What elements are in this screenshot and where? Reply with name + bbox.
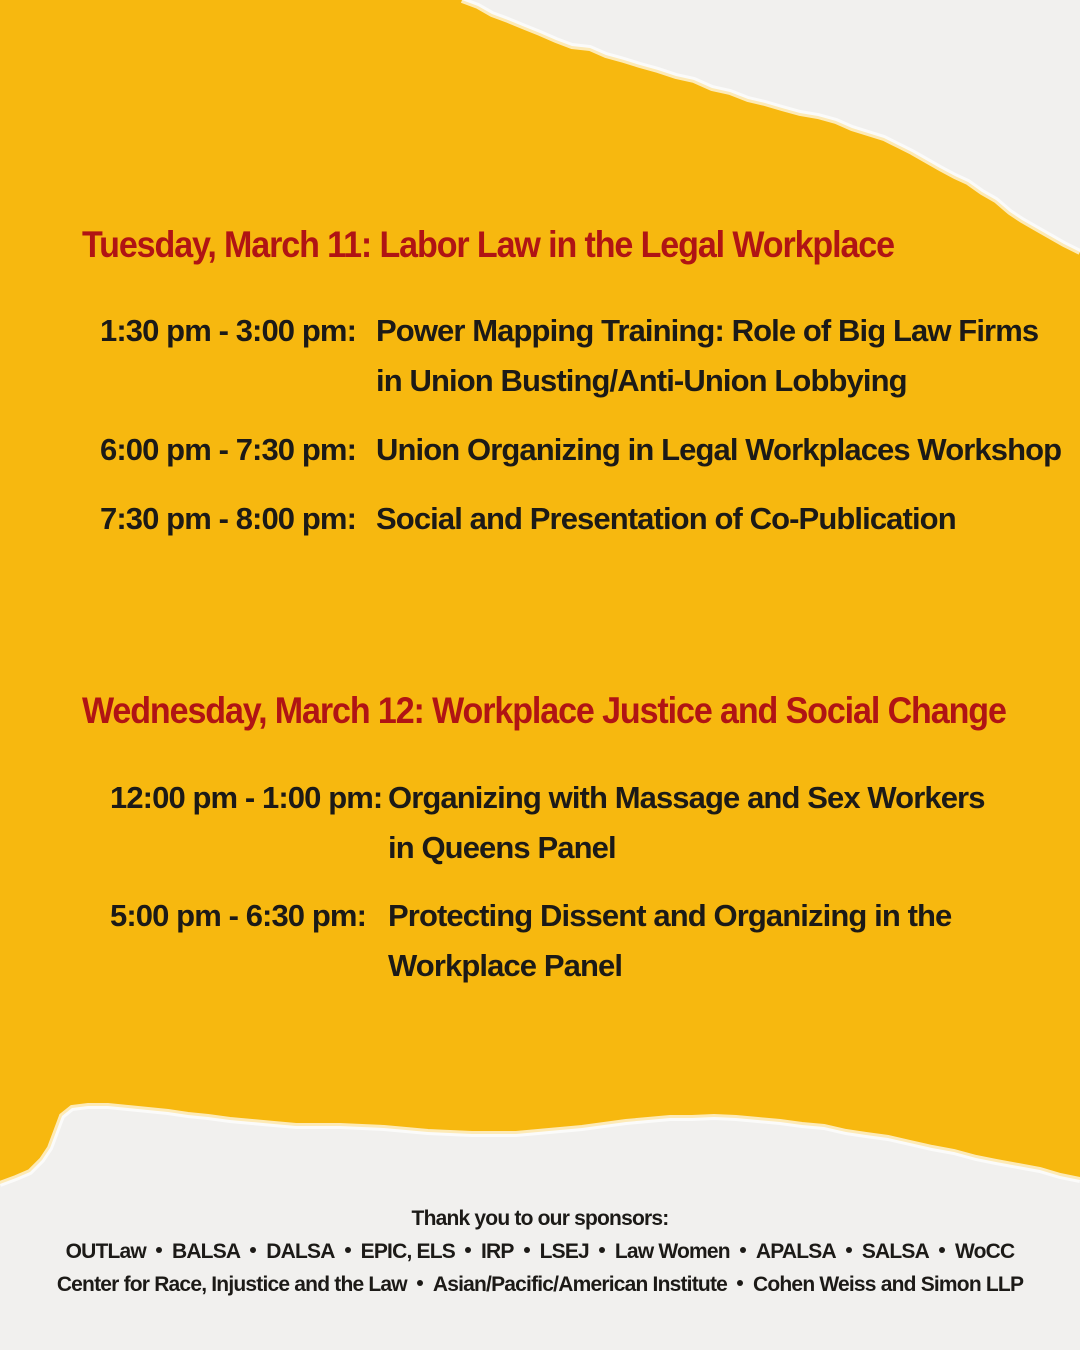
- bullet-separator: [156, 1247, 162, 1253]
- bullet-separator: [417, 1280, 423, 1286]
- sponsor-name: LSEJ: [539, 1240, 589, 1263]
- sponsor-name: Cohen Weiss and Simon LLP: [753, 1273, 1024, 1296]
- sponsor-name: Center for Race, Injustice and the Law: [56, 1273, 407, 1296]
- session-time: 12:00 pm - 1:00 pm:: [110, 780, 383, 815]
- session-title: [388, 891, 951, 991]
- bullet-separator: [740, 1247, 746, 1253]
- sponsor-name: EPIC, ELS: [360, 1240, 455, 1263]
- session-title-line: Social and Presentation of Co-Publication: [376, 501, 956, 536]
- bullet-separator: [846, 1247, 852, 1253]
- session-union-organizing-workshop: [100, 425, 1061, 475]
- sponsor-name: DALSA: [266, 1240, 335, 1263]
- session-title: [376, 425, 1061, 475]
- session-title-line: Organizing with Massage and Sex Workers: [388, 780, 985, 815]
- session-protecting-dissent-panel: [110, 891, 951, 991]
- sponsors-line-2: [0, 1268, 1080, 1301]
- sponsor-name: BALSA: [171, 1240, 241, 1263]
- session-time: 7:30 pm - 8:00 pm:: [100, 501, 356, 536]
- sponsor-name: APALSA: [755, 1240, 836, 1263]
- session-massage-sex-workers-panel: [110, 773, 985, 873]
- bullet-separator: [465, 1247, 471, 1253]
- session-time: 1:30 pm - 3:00 pm:: [100, 313, 356, 348]
- sponsor-name: IRP: [480, 1240, 514, 1263]
- sponsors-intro: Thank you to our sponsors:: [411, 1207, 669, 1230]
- session-title: [376, 306, 1038, 406]
- session-title-line: in Queens Panel: [388, 830, 616, 865]
- day-heading-wednesday: Wednesday, March 12: Workplace Justice and Social Change: [82, 690, 1006, 731]
- bullet-separator: [250, 1247, 256, 1253]
- session-title-line: Protecting Dissent and Organizing in the: [388, 898, 952, 933]
- sponsors-line-1: [0, 1235, 1080, 1268]
- session-title-line: in Union Busting/Anti-Union Lobbying: [376, 363, 907, 398]
- session-social-presentation: [100, 494, 956, 544]
- bullet-separator: [939, 1247, 945, 1253]
- session-time: 5:00 pm - 6:30 pm:: [110, 898, 366, 933]
- sponsors-block: [0, 1202, 1080, 1301]
- day-heading-tuesday: Tuesday, March 11: Labor Law in the Legal Workplace: [82, 224, 894, 265]
- bullet-separator: [599, 1247, 605, 1253]
- session-title-line: Workplace Panel: [388, 948, 623, 983]
- bullet-separator: [524, 1247, 530, 1253]
- sponsor-name: Law Women: [614, 1240, 730, 1263]
- session-title-line: Power Mapping Training: Role of Big Law Firms: [376, 313, 1039, 348]
- sponsor-name: OUTLaw: [65, 1240, 146, 1263]
- sponsor-name: Asian/Pacific/American Institute: [432, 1273, 728, 1296]
- bullet-separator: [737, 1280, 743, 1286]
- session-time: 6:00 pm - 7:30 pm:: [100, 432, 356, 467]
- sponsor-name: SALSA: [861, 1240, 930, 1263]
- session-title: [376, 494, 956, 544]
- sponsor-name: WoCC: [955, 1240, 1015, 1263]
- session-title: [388, 773, 985, 873]
- session-power-mapping: [100, 306, 1038, 406]
- bullet-separator: [345, 1247, 351, 1253]
- session-title-line: Union Organizing in Legal Workplaces Workshop: [376, 432, 1062, 467]
